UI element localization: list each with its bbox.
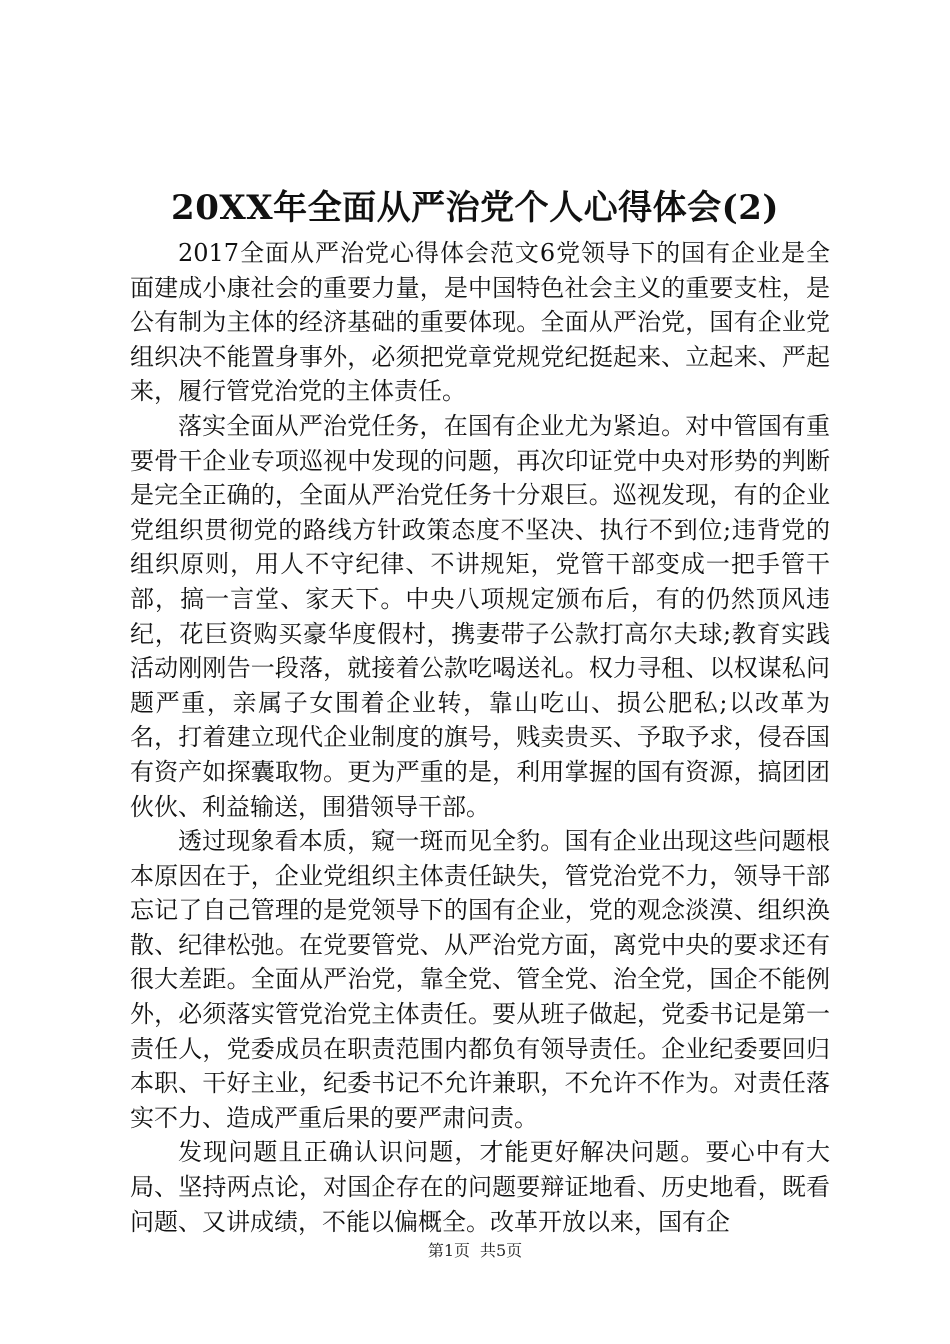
paragraph-3: 透过现象看本质，窥一斑而见全豹。国有企业出现这些问题根本原因在于，企业党组织主体责任缺失，管党治党不力，领导干部忘记了自己管理的是党领导下的国有企业，党的观念淡漠、组织涣散、纪律松弛。在党要管党、从严治党方面，离党中央的要求还有很大差距。全面从严治党，靠全党、管全党、治全党，国企不能例外，必须落实管党治党主体责任。要从班子做起，党委书记是第一责任人，党委成员在职责范围内都负有领导责任。企业纪委要回归本职、干好主业，纪委书记不允许兼职，不允许不作为。对责任落实不力、造成严重后果的要严肃问责。	[130, 827, 830, 1132]
page-total: 共5页	[480, 1241, 523, 1260]
page-footer	[0, 1240, 950, 1262]
paragraph-2: 落实全面从严治党任务，在国有企业尤为紧迫。对中管国有重要骨干企业专项巡视中发现的问题，再次印证党中央对形势的判断是完全正确的，全面从严治党任务十分艰巨。巡视发现，有的企业党组织贯彻党的路线方针政策态度不坚决、执行不到位;违背党的组织原则，用人不守纪律、不讲规矩，党管干部变成一把手管干部，搞一言堂、家天下。中央八项规定颁布后，有的仍然顶风违纪，花巨资购买豪华度假村，携妻带子公款打高尔夫球;教育实践活动刚刚告一段落，就接着公款吃喝送礼。权力寻租、以权谋私问题严重，亲属子女围着企业转，靠山吃山、损公肥私;以改革为名，打着建立现代企业制度的旗号，贱卖贵买、予取予求，侵吞国有资产如探囊取物。更为严重的是，利用掌握的国有资源，搞团团伙伙、利益输送，围猎领导干部。	[130, 411, 830, 821]
page-number: 第1页	[427, 1241, 470, 1260]
document-title: 20XX年全面从严治党个人心得体会(2)	[171, 188, 779, 228]
paragraph-1: 2017全面从严治党心得体会范文6党领导下的国有企业是全面建成小康社会的重要力量，是中国特色社会主义的重要支柱，是公有制为主体的经济基础的重要体现。全面从严治党，国有企业党组织决不能置身事外，必须把党章党规党纪挺起来、立起来、严起来，履行管党治党的主体责任。	[130, 239, 830, 406]
document-body	[130, 236, 830, 1239]
paragraph-4: 发现问题且正确认识问题，才能更好解决问题。要心中有大局、坚持两点论，对国企存在的问题要辩证地看、历史地看，既看问题、又讲成绩，不能以偏概全。改革开放以来，国有企	[130, 1138, 830, 1236]
